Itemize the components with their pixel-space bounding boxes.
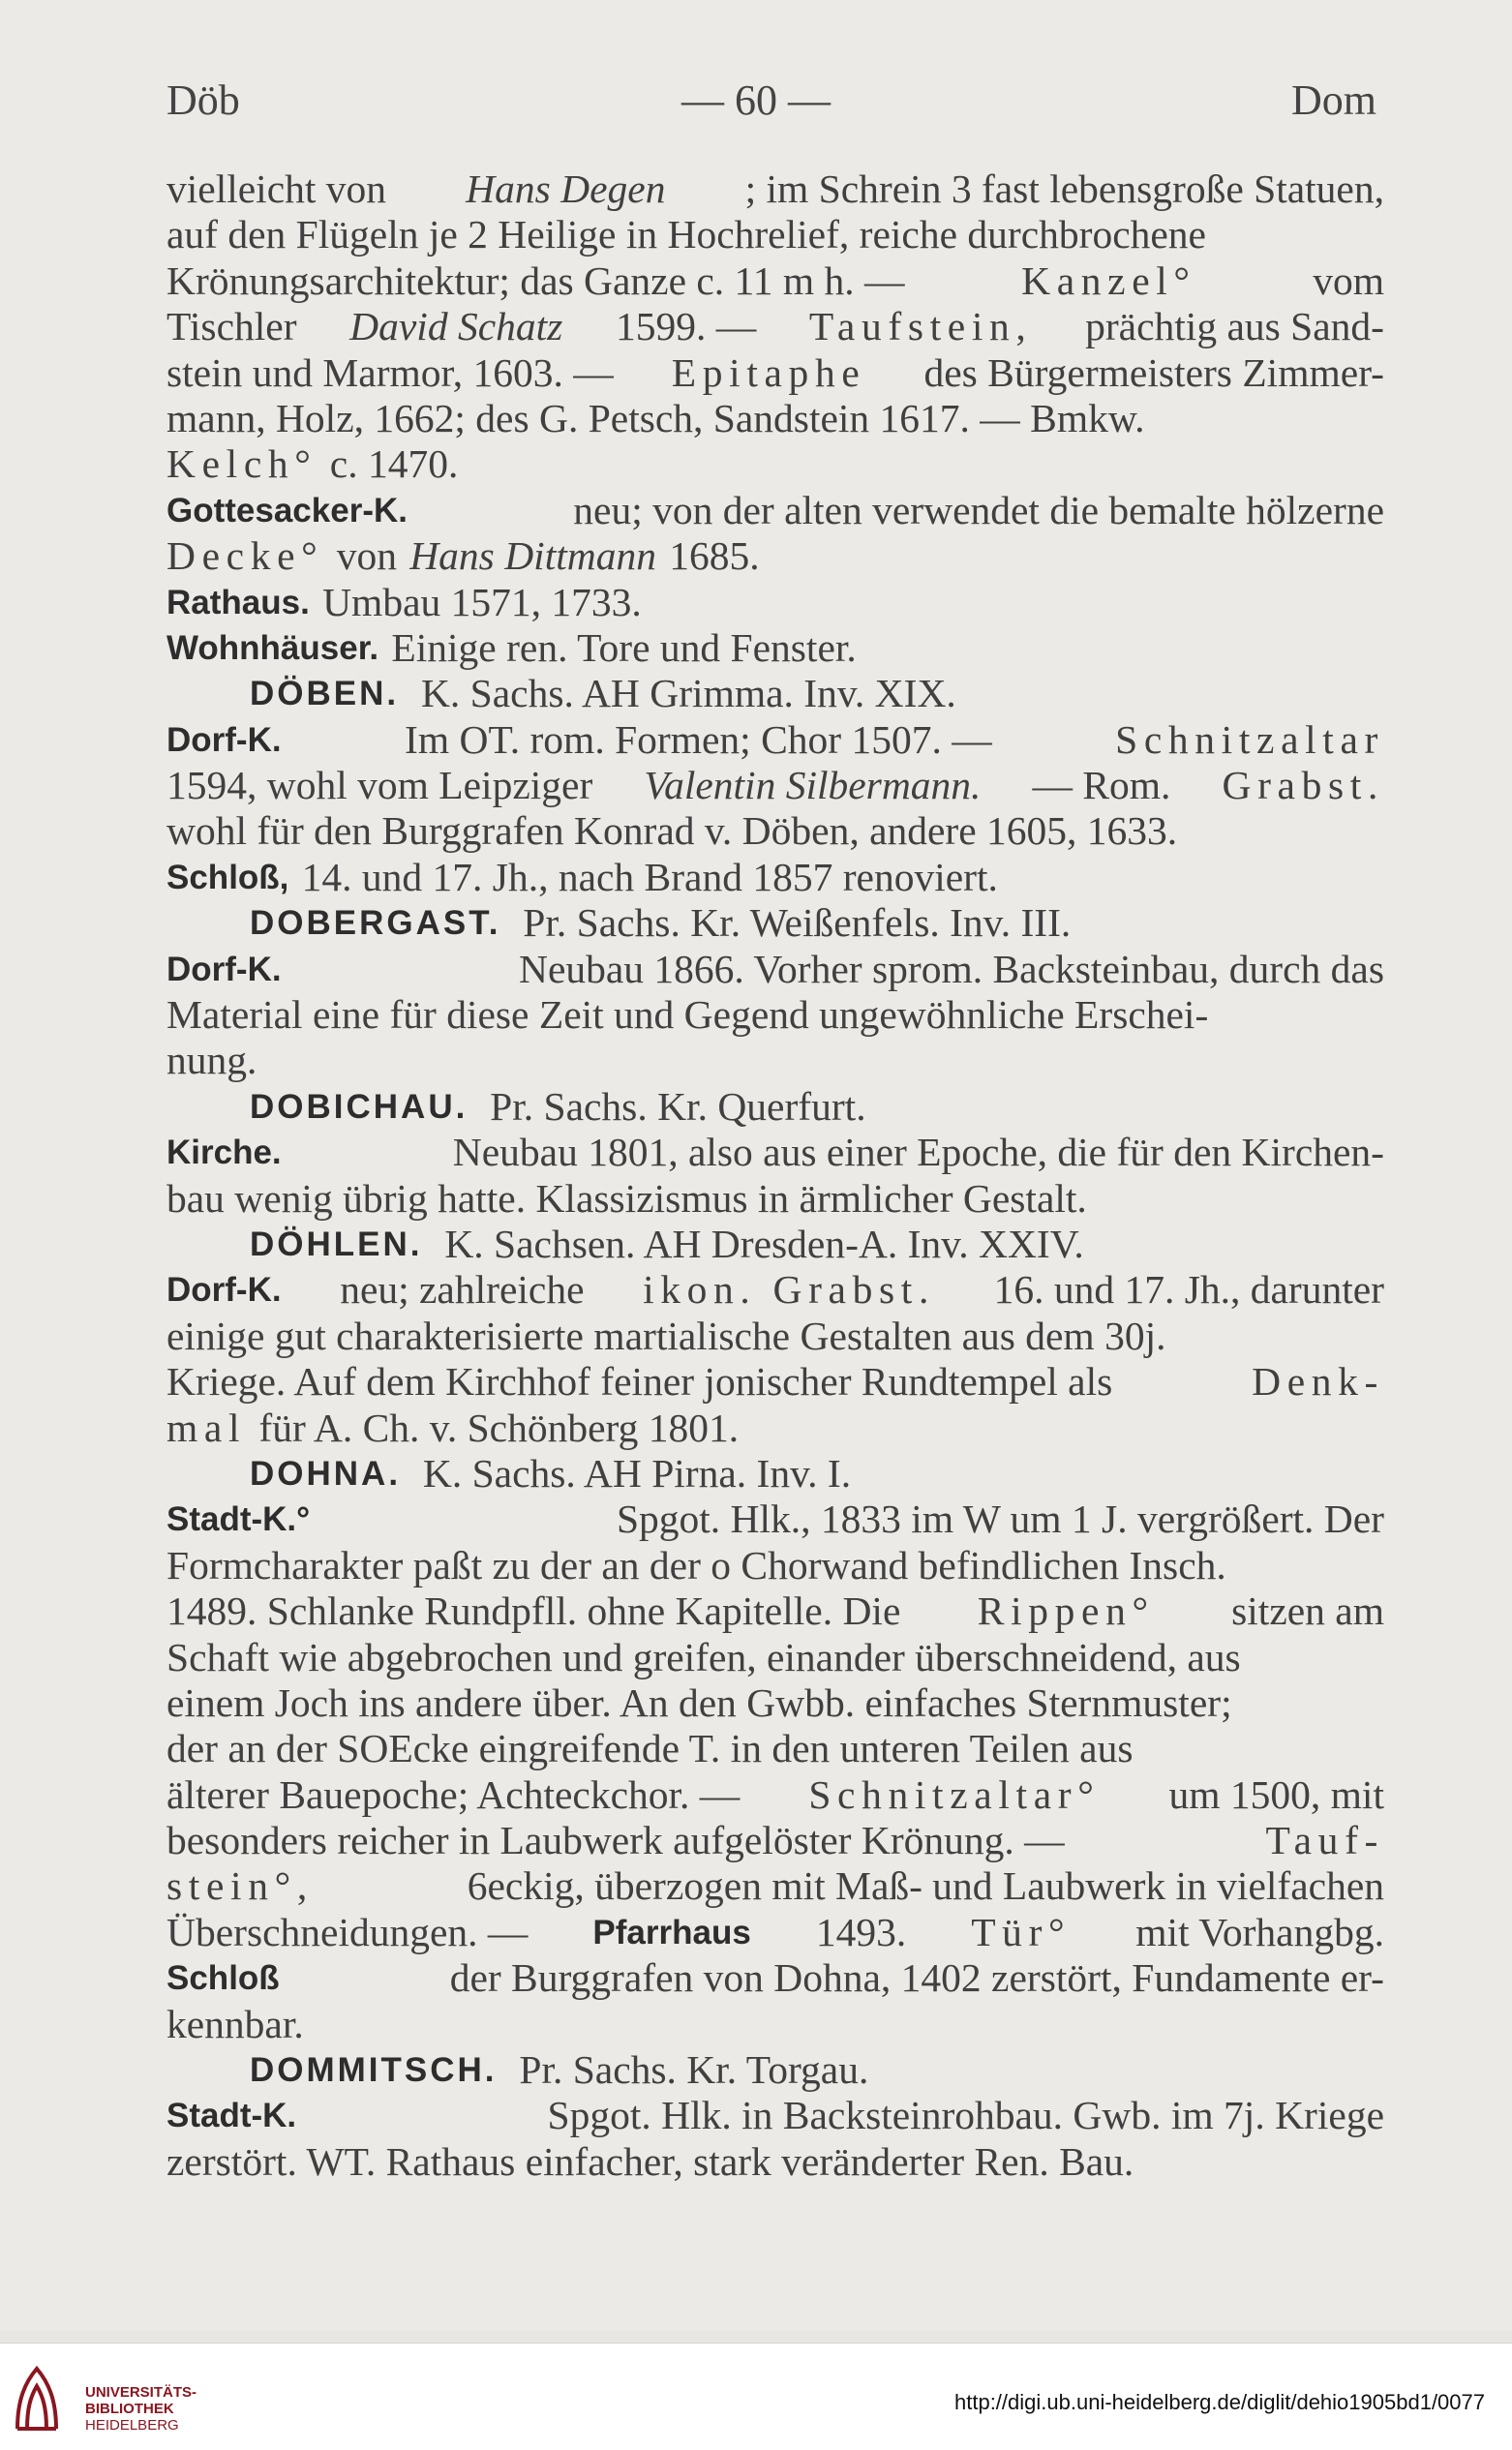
- text-segment: 6eckig, überzogen mit Maß- und Laubwerk in vielfachen: [467, 1863, 1384, 1909]
- text-line: [166, 855, 1384, 900]
- text-line: [166, 671, 1384, 716]
- text-segment: Taufstein,: [808, 304, 1033, 349]
- text-segment: Tischler: [166, 304, 297, 349]
- text-segment: K. Sachs. AH Grimma. Inv. XIX.: [420, 671, 956, 716]
- university-library-logo-icon: [12, 2361, 62, 2436]
- text-line: [166, 625, 1384, 671]
- text-segment: zerstört. WT. Rathaus einfacher, stark veränderter Ren. Bau.: [166, 2138, 1134, 2184]
- text-line: [166, 1635, 1384, 1680]
- text-line: [166, 808, 1384, 854]
- text-line: [166, 580, 1384, 625]
- body-text: [166, 166, 1384, 2185]
- text-line: [166, 1955, 1384, 2001]
- text-line: [166, 1406, 1384, 1451]
- text-segment: 1599. —: [615, 304, 757, 349]
- entry-heading: Kirche.: [166, 1134, 282, 1172]
- text-segment: Schnitzaltar: [1115, 716, 1384, 762]
- entry-heading: Wohnhäuser.: [166, 628, 379, 667]
- place-heading: DOBERGAST.: [250, 904, 501, 943]
- text-segment: stein°,: [166, 1863, 314, 1909]
- text-line: [166, 992, 1384, 1038]
- text-segment: des Bürgermeisters Zimmer-: [923, 349, 1384, 395]
- library-name: [85, 2384, 197, 2434]
- text-line: [166, 396, 1384, 441]
- text-segment: Denk-: [1252, 1359, 1384, 1405]
- text-segment: Tauf-: [1265, 1818, 1384, 1863]
- text-line: [166, 1497, 1384, 1542]
- entry-heading: Rathaus.: [166, 583, 310, 621]
- entry-heading: Dorf-K.: [166, 950, 282, 988]
- text-segment: mal: [166, 1405, 247, 1450]
- text-segment: für A. Ch. v. Schönberg 1801.: [258, 1405, 740, 1450]
- text-segment: David Schatz: [349, 304, 563, 349]
- text-line: [166, 900, 1384, 946]
- logo-line-1: UNIVERSITÄTS-: [85, 2384, 197, 2401]
- text-line: [166, 1680, 1384, 1726]
- place-heading: DOMMITSCH.: [250, 2051, 498, 2090]
- text-segment: sitzen am: [1231, 1588, 1384, 1634]
- text-segment: bau wenig übrig hatte. Klassizismus in ärmlicher Gestalt.: [166, 1175, 1087, 1221]
- text-line: [166, 2002, 1384, 2047]
- text-line: [166, 763, 1384, 808]
- entry-heading: Schloß: [166, 1959, 280, 1998]
- text-segment: nung.: [166, 1038, 257, 1083]
- text-line: [166, 1726, 1384, 1771]
- text-line: [166, 1910, 1384, 1955]
- place-heading: DÖBEN.: [250, 675, 400, 713]
- text-segment: Rippen°: [977, 1588, 1155, 1634]
- text-segment: Einige ren. Tore und Fenster.: [391, 624, 857, 670]
- text-segment: der an der SOEcke eingreifende T. in den unteren Teilen aus: [166, 1726, 1134, 1771]
- text-line: [166, 2047, 1384, 2093]
- text-line: [166, 212, 1384, 257]
- text-segment: Pr. Sachs. Kr. Querfurt.: [490, 1083, 866, 1129]
- text-segment: Überschneidungen. —: [166, 1909, 529, 1954]
- text-line: [166, 1084, 1384, 1130]
- text-segment: Tür°: [971, 1909, 1072, 1954]
- text-segment: Spgot. Hlk., 1833 im W um 1 J. vergrößert. Der: [616, 1497, 1384, 1542]
- text-segment: Umbau 1571, 1733.: [322, 579, 642, 624]
- text-segment: besonders reicher in Laubwerk aufgelöster Krönung. —: [166, 1818, 1065, 1863]
- text-line: [166, 1038, 1384, 1083]
- text-segment: 1493.: [815, 1909, 907, 1954]
- text-segment: Kelch°: [166, 441, 318, 487]
- text-segment: Schnitzaltar°: [808, 1771, 1101, 1817]
- text-segment: um 1500, mit: [1168, 1771, 1384, 1817]
- text-segment: Krönungsarchitektur; das Ganze c. 11 m h. —: [166, 257, 905, 303]
- text-segment: Neubau 1801, also aus einer Epoche, die für den Kirchen-: [452, 1130, 1384, 1175]
- text-line: [166, 166, 1384, 212]
- text-segment: einem Joch ins andere über. An den Gwbb. einfaches Sternmuster;: [166, 1679, 1232, 1725]
- entry-heading: Pfarrhaus: [592, 1913, 751, 1951]
- text-line: [166, 717, 1384, 763]
- text-segment: Formcharakter paßt zu der an der o Chorwand befindlichen Insch.: [166, 1542, 1226, 1588]
- footer-bar: [0, 2343, 1512, 2450]
- entry-heading: Schloß,: [166, 858, 289, 896]
- text-segment: Material eine für diese Zeit und Gegend ungewöhnliche Erschei-: [166, 992, 1209, 1038]
- text-line: [166, 258, 1384, 304]
- text-segment: Hans Dittmann: [409, 533, 656, 579]
- entry-heading: Gottesacker-K.: [166, 491, 408, 529]
- text-segment: K. Sachsen. AH Dresden-A. Inv. XXIV.: [444, 1221, 1084, 1266]
- text-segment: Valentin Silbermann.: [644, 763, 982, 808]
- text-segment: 1594, wohl vom Leipziger: [166, 763, 593, 808]
- text-segment: 1489. Schlanke Rundpfll. ohne Kapitelle. Die: [166, 1588, 901, 1634]
- text-line: [166, 1451, 1384, 1497]
- text-segment: der Burggrafen von Dohna, 1402 zerstört, Fundamente er-: [449, 1955, 1384, 2001]
- text-line: [166, 1772, 1384, 1818]
- permalink-url[interactable]: http://digi.ub.uni-heidelberg.de/diglit/dehio1905bd1/0077: [954, 2390, 1485, 2414]
- text-segment: 1685.: [669, 533, 760, 579]
- text-line: [166, 1176, 1384, 1222]
- text-line: [166, 533, 1384, 579]
- running-head-left: Döb: [166, 76, 240, 124]
- text-segment: Pr. Sachs. Kr. Torgau.: [519, 2047, 869, 2093]
- place-heading: DOBICHAU.: [250, 1087, 469, 1126]
- text-segment: Im OT. rom. Formen; Chor 1507. —: [405, 716, 992, 762]
- text-line: [166, 1863, 1384, 1909]
- text-line: [166, 304, 1384, 349]
- text-segment: — Rom.: [1032, 763, 1171, 808]
- logo-line-3: HEIDELBERG: [85, 2417, 179, 2434]
- text-line: [166, 1818, 1384, 1863]
- text-segment: 14. und 17. Jh., nach Brand 1857 renoviert.: [301, 854, 998, 899]
- text-line: [166, 1267, 1384, 1313]
- text-line: [166, 1314, 1384, 1359]
- text-segment: neu; zahlreiche: [340, 1267, 585, 1313]
- text-segment: Epitaphe: [671, 349, 866, 395]
- entry-heading: Stadt-K.°: [166, 1500, 311, 1539]
- text-line: [166, 1359, 1384, 1405]
- logo-line-2: BIBLIOTHEK: [85, 2401, 174, 2417]
- text-segment: mann, Holz, 1662; des G. Petsch, Sandstein 1617. — Bmkw.: [166, 395, 1145, 440]
- text-segment: Spgot. Hlk. in Backsteinrohbau. Gwb. im 7j. Kriege: [547, 2093, 1384, 2138]
- text-line: [166, 1222, 1384, 1267]
- running-head-right: Dom: [1291, 76, 1376, 124]
- text-segment: wohl für den Burggrafen Konrad v. Döben, andere 1605, 1633.: [166, 808, 1178, 854]
- text-segment: c. 1470.: [329, 441, 459, 487]
- text-line: [166, 2139, 1384, 2185]
- entry-heading: Stadt-K.: [166, 2097, 297, 2135]
- entry-heading: Dorf-K.: [166, 1271, 282, 1310]
- text-segment: Schaft wie abgebrochen und greifen, einander überschneidend, aus: [166, 1634, 1241, 1679]
- text-segment: ikon. Grabst.: [643, 1267, 935, 1313]
- text-segment: Neubau 1866. Vorher sprom. Backsteinbau, durch das: [519, 946, 1384, 991]
- text-segment: stein und Marmor, 1603. —: [166, 349, 614, 395]
- text-line: [166, 1543, 1384, 1588]
- place-heading: DOHNA.: [250, 1454, 402, 1493]
- text-line: [166, 2093, 1384, 2138]
- text-segment: neu; von der alten verwendet die bemalte hölzerne: [573, 487, 1384, 532]
- text-segment: auf den Flügeln je 2 Heilige in Hochrelief, reiche durchbrochene: [166, 212, 1206, 257]
- text-line: [166, 1588, 1384, 1634]
- text-segment: 16. und 17. Jh., darunter: [993, 1267, 1384, 1313]
- text-segment: von: [336, 533, 397, 579]
- text-segment: K. Sachs. AH Pirna. Inv. I.: [422, 1450, 852, 1496]
- text-segment: ; im Schrein 3 fast lebensgroße Statuen,: [744, 166, 1384, 211]
- text-segment: vom: [1313, 257, 1384, 303]
- text-line: [166, 350, 1384, 396]
- text-line: [166, 488, 1384, 533]
- text-segment: Grabst.: [1222, 763, 1384, 808]
- page-number: — 60 —: [681, 76, 831, 124]
- text-line: [166, 1130, 1384, 1175]
- text-segment: einige gut charakterisierte martialische Gestalten aus dem 30j.: [166, 1313, 1166, 1358]
- text-segment: prächtig aus Sand-: [1085, 304, 1384, 349]
- text-segment: Kriege. Auf dem Kirchhof feiner jonischer Rundtempel als: [166, 1359, 1113, 1405]
- place-heading: DÖHLEN.: [250, 1225, 423, 1263]
- text-segment: Pr. Sachs. Kr. Weißenfels. Inv. III.: [523, 900, 1072, 946]
- entry-heading: Dorf-K.: [166, 720, 282, 759]
- text-segment: älterer Bauepoche; Achteckchor. —: [166, 1771, 741, 1817]
- text-segment: Decke°: [166, 533, 324, 579]
- text-line: [166, 947, 1384, 992]
- text-line: [166, 441, 1384, 487]
- text-segment: Kanzel°: [1021, 257, 1196, 303]
- text-segment: Hans Degen: [466, 166, 666, 211]
- text-segment: vielleicht von: [166, 166, 387, 211]
- text-segment: mit Vorhangbg.: [1135, 1909, 1384, 1954]
- text-segment: kennbar.: [166, 2001, 304, 2046]
